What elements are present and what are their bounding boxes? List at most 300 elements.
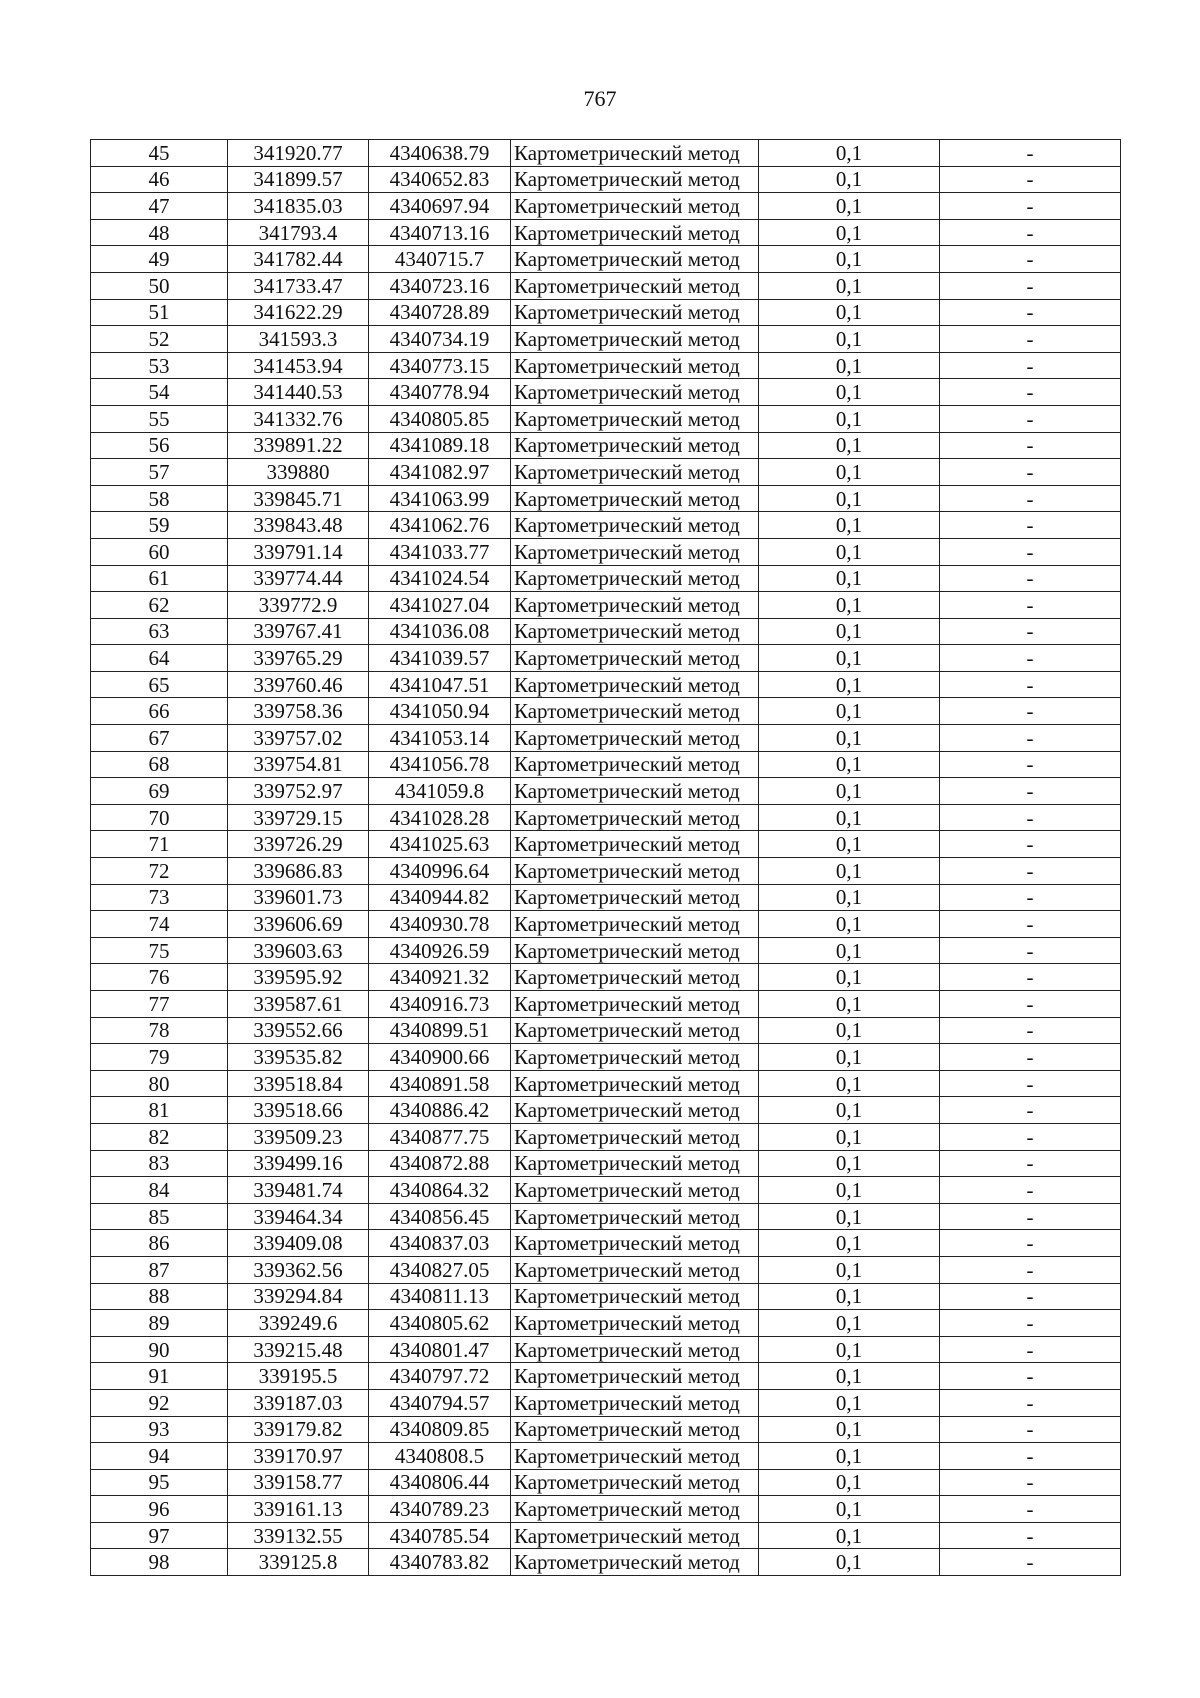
table-row — [91, 326, 1121, 353]
point-number-cell: 51 — [91, 299, 228, 326]
point-number-cell: 88 — [91, 1283, 228, 1310]
table-row — [91, 512, 1121, 539]
method-cell: Картометрический метод — [511, 1070, 759, 1097]
x-coordinate-cell: 339518.66 — [228, 1097, 369, 1124]
x-coordinate-cell: 339603.63 — [228, 937, 369, 964]
x-coordinate-cell: 339215.48 — [228, 1336, 369, 1363]
x-coordinate-cell: 339729.15 — [228, 804, 369, 831]
y-coordinate-cell: 4340734.19 — [369, 326, 511, 353]
x-coordinate-cell: 339686.83 — [228, 858, 369, 885]
x-coordinate-cell: 339791.14 — [228, 538, 369, 565]
table-row — [91, 405, 1121, 432]
description-cell: - — [940, 592, 1121, 619]
accuracy-cell: 0,1 — [759, 1389, 940, 1416]
table-row — [91, 485, 1121, 512]
point-number-cell: 47 — [91, 193, 228, 220]
x-coordinate-cell: 339161.13 — [228, 1496, 369, 1523]
accuracy-cell: 0,1 — [759, 485, 940, 512]
y-coordinate-cell: 4340921.32 — [369, 964, 511, 991]
point-number-cell: 97 — [91, 1522, 228, 1549]
table-row — [91, 671, 1121, 698]
description-cell: - — [940, 1256, 1121, 1283]
method-cell: Картометрический метод — [511, 140, 759, 167]
accuracy-cell: 0,1 — [759, 512, 940, 539]
y-coordinate-cell: 4340794.57 — [369, 1389, 511, 1416]
table-row — [91, 1177, 1121, 1204]
description-cell: - — [940, 884, 1121, 911]
description-cell: - — [940, 193, 1121, 220]
y-coordinate-cell: 4340809.85 — [369, 1416, 511, 1443]
accuracy-cell: 0,1 — [759, 246, 940, 273]
y-coordinate-cell: 4341028.28 — [369, 804, 511, 831]
table-row — [91, 1070, 1121, 1097]
table-row — [91, 1310, 1121, 1337]
method-cell: Картометрический метод — [511, 272, 759, 299]
table-row — [91, 459, 1121, 486]
accuracy-cell: 0,1 — [759, 671, 940, 698]
method-cell: Картометрический метод — [511, 1256, 759, 1283]
table-row — [91, 1522, 1121, 1549]
point-number-cell: 86 — [91, 1230, 228, 1257]
accuracy-cell: 0,1 — [759, 964, 940, 991]
point-number-cell: 82 — [91, 1123, 228, 1150]
point-number-cell: 45 — [91, 140, 228, 167]
table-row — [91, 778, 1121, 805]
y-coordinate-cell: 4340837.03 — [369, 1230, 511, 1257]
description-cell: - — [940, 1203, 1121, 1230]
description-cell: - — [940, 246, 1121, 273]
table-row — [91, 804, 1121, 831]
table-row — [91, 1230, 1121, 1257]
description-cell: - — [940, 1044, 1121, 1071]
accuracy-cell: 0,1 — [759, 1123, 940, 1150]
method-cell: Картометрический метод — [511, 991, 759, 1018]
y-coordinate-cell: 4341036.08 — [369, 618, 511, 645]
x-coordinate-cell: 339499.16 — [228, 1150, 369, 1177]
y-coordinate-cell: 4340872.88 — [369, 1150, 511, 1177]
description-cell: - — [940, 751, 1121, 778]
y-coordinate-cell: 4340930.78 — [369, 911, 511, 938]
description-cell: - — [940, 964, 1121, 991]
y-coordinate-cell: 4341025.63 — [369, 831, 511, 858]
coordinates-table — [90, 139, 1121, 1576]
x-coordinate-cell: 339481.74 — [228, 1177, 369, 1204]
y-coordinate-cell: 4340805.85 — [369, 405, 511, 432]
table-row — [91, 1256, 1121, 1283]
description-cell: - — [940, 512, 1121, 539]
y-coordinate-cell: 4340638.79 — [369, 140, 511, 167]
page-number: 767 — [583, 86, 617, 111]
x-coordinate-cell: 339409.08 — [228, 1230, 369, 1257]
description-cell: - — [940, 671, 1121, 698]
method-cell: Картометрический метод — [511, 1044, 759, 1071]
x-coordinate-cell: 339587.61 — [228, 991, 369, 1018]
accuracy-cell: 0,1 — [759, 1549, 940, 1576]
accuracy-cell: 0,1 — [759, 725, 940, 752]
table-row — [91, 193, 1121, 220]
method-cell: Картометрический метод — [511, 538, 759, 565]
accuracy-cell: 0,1 — [759, 193, 940, 220]
table-row — [91, 299, 1121, 326]
y-coordinate-cell: 4341050.94 — [369, 698, 511, 725]
x-coordinate-cell: 341622.29 — [228, 299, 369, 326]
table-row — [91, 1150, 1121, 1177]
method-cell: Картометрический метод — [511, 858, 759, 885]
table-row — [91, 618, 1121, 645]
method-cell: Картометрический метод — [511, 432, 759, 459]
point-number-cell: 85 — [91, 1203, 228, 1230]
description-cell: - — [940, 1389, 1121, 1416]
x-coordinate-cell: 341835.03 — [228, 193, 369, 220]
y-coordinate-cell: 4340713.16 — [369, 219, 511, 246]
table-row — [91, 379, 1121, 406]
method-cell: Картометрический метод — [511, 193, 759, 220]
y-coordinate-cell: 4340899.51 — [369, 1017, 511, 1044]
method-cell: Картометрический метод — [511, 405, 759, 432]
description-cell: - — [940, 1522, 1121, 1549]
method-cell: Картометрический метод — [511, 219, 759, 246]
accuracy-cell: 0,1 — [759, 645, 940, 672]
x-coordinate-cell: 339843.48 — [228, 512, 369, 539]
y-coordinate-cell: 4340877.75 — [369, 1123, 511, 1150]
method-cell: Картометрический метод — [511, 751, 759, 778]
accuracy-cell: 0,1 — [759, 1230, 940, 1257]
point-number-cell: 73 — [91, 884, 228, 911]
x-coordinate-cell: 339891.22 — [228, 432, 369, 459]
method-cell: Картометрический метод — [511, 618, 759, 645]
method-cell: Картометрический метод — [511, 1203, 759, 1230]
y-coordinate-cell: 4340886.42 — [369, 1097, 511, 1124]
accuracy-cell: 0,1 — [759, 1177, 940, 1204]
y-coordinate-cell: 4340773.15 — [369, 352, 511, 379]
method-cell: Картометрический метод — [511, 1363, 759, 1390]
method-cell: Картометрический метод — [511, 1310, 759, 1337]
method-cell: Картометрический метод — [511, 1416, 759, 1443]
y-coordinate-cell: 4340783.82 — [369, 1549, 511, 1576]
description-cell: - — [940, 1097, 1121, 1124]
table-row — [91, 911, 1121, 938]
method-cell: Картометрический метод — [511, 1097, 759, 1124]
table-row — [91, 1283, 1121, 1310]
accuracy-cell: 0,1 — [759, 219, 940, 246]
accuracy-cell: 0,1 — [759, 1097, 940, 1124]
y-coordinate-cell: 4341024.54 — [369, 565, 511, 592]
description-cell: - — [940, 1230, 1121, 1257]
point-number-cell: 50 — [91, 272, 228, 299]
method-cell: Картометрический метод — [511, 1230, 759, 1257]
x-coordinate-cell: 339726.29 — [228, 831, 369, 858]
method-cell: Картометрический метод — [511, 352, 759, 379]
point-number-cell: 69 — [91, 778, 228, 805]
description-cell: - — [940, 1469, 1121, 1496]
y-coordinate-cell: 4340805.62 — [369, 1310, 511, 1337]
point-number-cell: 75 — [91, 937, 228, 964]
method-cell: Картометрический метод — [511, 565, 759, 592]
accuracy-cell: 0,1 — [759, 1310, 940, 1337]
x-coordinate-cell: 339158.77 — [228, 1469, 369, 1496]
y-coordinate-cell: 4341039.57 — [369, 645, 511, 672]
table-row — [91, 884, 1121, 911]
point-number-cell: 87 — [91, 1256, 228, 1283]
point-number-cell: 78 — [91, 1017, 228, 1044]
y-coordinate-cell: 4341047.51 — [369, 671, 511, 698]
description-cell: - — [940, 272, 1121, 299]
point-number-cell: 91 — [91, 1363, 228, 1390]
accuracy-cell: 0,1 — [759, 1363, 940, 1390]
point-number-cell: 65 — [91, 671, 228, 698]
point-number-cell: 76 — [91, 964, 228, 991]
table-row — [91, 1044, 1121, 1071]
table-row — [91, 1389, 1121, 1416]
table-row — [91, 1496, 1121, 1523]
y-coordinate-cell: 4341056.78 — [369, 751, 511, 778]
table-row — [91, 1097, 1121, 1124]
accuracy-cell: 0,1 — [759, 1522, 940, 1549]
description-cell: - — [940, 698, 1121, 725]
table-row — [91, 538, 1121, 565]
accuracy-cell: 0,1 — [759, 1256, 940, 1283]
y-coordinate-cell: 4340801.47 — [369, 1336, 511, 1363]
table-row — [91, 964, 1121, 991]
y-coordinate-cell: 4340891.58 — [369, 1070, 511, 1097]
y-coordinate-cell: 4340996.64 — [369, 858, 511, 885]
point-number-cell: 53 — [91, 352, 228, 379]
table-row — [91, 432, 1121, 459]
description-cell: - — [940, 1070, 1121, 1097]
accuracy-cell: 0,1 — [759, 166, 940, 193]
method-cell: Картометрический метод — [511, 166, 759, 193]
point-number-cell: 59 — [91, 512, 228, 539]
x-coordinate-cell: 339179.82 — [228, 1416, 369, 1443]
table-row — [91, 140, 1121, 167]
x-coordinate-cell: 339601.73 — [228, 884, 369, 911]
point-number-cell: 46 — [91, 166, 228, 193]
y-coordinate-cell: 4340856.45 — [369, 1203, 511, 1230]
y-coordinate-cell: 4340806.44 — [369, 1469, 511, 1496]
accuracy-cell: 0,1 — [759, 1496, 940, 1523]
accuracy-cell: 0,1 — [759, 352, 940, 379]
point-number-cell: 54 — [91, 379, 228, 406]
x-coordinate-cell: 341440.53 — [228, 379, 369, 406]
x-coordinate-cell: 339518.84 — [228, 1070, 369, 1097]
description-cell: - — [940, 645, 1121, 672]
x-coordinate-cell: 339760.46 — [228, 671, 369, 698]
method-cell: Картометрический метод — [511, 326, 759, 353]
accuracy-cell: 0,1 — [759, 804, 940, 831]
description-cell: - — [940, 485, 1121, 512]
x-coordinate-cell: 341920.77 — [228, 140, 369, 167]
x-coordinate-cell: 339606.69 — [228, 911, 369, 938]
table-row — [91, 352, 1121, 379]
x-coordinate-cell: 339880 — [228, 459, 369, 486]
point-number-cell: 63 — [91, 618, 228, 645]
method-cell: Картометрический метод — [511, 485, 759, 512]
accuracy-cell: 0,1 — [759, 538, 940, 565]
description-cell: - — [940, 911, 1121, 938]
method-cell: Картометрический метод — [511, 1522, 759, 1549]
method-cell: Картометрический метод — [511, 592, 759, 619]
x-coordinate-cell: 341782.44 — [228, 246, 369, 273]
table-row — [91, 592, 1121, 619]
point-number-cell: 57 — [91, 459, 228, 486]
accuracy-cell: 0,1 — [759, 884, 940, 911]
y-coordinate-cell: 4340916.73 — [369, 991, 511, 1018]
y-coordinate-cell: 4341053.14 — [369, 725, 511, 752]
accuracy-cell: 0,1 — [759, 911, 940, 938]
table-row — [91, 219, 1121, 246]
table-row — [91, 1416, 1121, 1443]
x-coordinate-cell: 341593.3 — [228, 326, 369, 353]
table-row — [91, 246, 1121, 273]
x-coordinate-cell: 339195.5 — [228, 1363, 369, 1390]
point-number-cell: 95 — [91, 1469, 228, 1496]
y-coordinate-cell: 4340808.5 — [369, 1443, 511, 1470]
x-coordinate-cell: 339464.34 — [228, 1203, 369, 1230]
method-cell: Картометрический метод — [511, 645, 759, 672]
x-coordinate-cell: 339132.55 — [228, 1522, 369, 1549]
accuracy-cell: 0,1 — [759, 140, 940, 167]
x-coordinate-cell: 339170.97 — [228, 1443, 369, 1470]
accuracy-cell: 0,1 — [759, 1416, 940, 1443]
method-cell: Картометрический метод — [511, 246, 759, 273]
accuracy-cell: 0,1 — [759, 432, 940, 459]
point-number-cell: 92 — [91, 1389, 228, 1416]
point-number-cell: 93 — [91, 1416, 228, 1443]
method-cell: Картометрический метод — [511, 379, 759, 406]
method-cell: Картометрический метод — [511, 1443, 759, 1470]
table-row — [91, 831, 1121, 858]
accuracy-cell: 0,1 — [759, 1283, 940, 1310]
accuracy-cell: 0,1 — [759, 831, 940, 858]
method-cell: Картометрический метод — [511, 459, 759, 486]
description-cell: - — [940, 618, 1121, 645]
description-cell: - — [940, 166, 1121, 193]
y-coordinate-cell: 4341059.8 — [369, 778, 511, 805]
x-coordinate-cell: 341733.47 — [228, 272, 369, 299]
x-coordinate-cell: 339509.23 — [228, 1123, 369, 1150]
point-number-cell: 64 — [91, 645, 228, 672]
point-number-cell: 60 — [91, 538, 228, 565]
method-cell: Картометрический метод — [511, 831, 759, 858]
method-cell: Картометрический метод — [511, 1150, 759, 1177]
x-coordinate-cell: 339752.97 — [228, 778, 369, 805]
y-coordinate-cell: 4341082.97 — [369, 459, 511, 486]
table-row — [91, 565, 1121, 592]
description-cell: - — [940, 326, 1121, 353]
method-cell: Картометрический метод — [511, 1496, 759, 1523]
description-cell: - — [940, 459, 1121, 486]
accuracy-cell: 0,1 — [759, 1336, 940, 1363]
description-cell: - — [940, 1017, 1121, 1044]
method-cell: Картометрический метод — [511, 937, 759, 964]
y-coordinate-cell: 4340900.66 — [369, 1044, 511, 1071]
point-number-cell: 70 — [91, 804, 228, 831]
point-number-cell: 68 — [91, 751, 228, 778]
description-cell: - — [940, 831, 1121, 858]
table-row — [91, 1123, 1121, 1150]
method-cell: Картометрический метод — [511, 1123, 759, 1150]
accuracy-cell: 0,1 — [759, 379, 940, 406]
x-coordinate-cell: 339767.41 — [228, 618, 369, 645]
x-coordinate-cell: 341332.76 — [228, 405, 369, 432]
accuracy-cell: 0,1 — [759, 459, 940, 486]
description-cell: - — [940, 991, 1121, 1018]
method-cell: Картометрический метод — [511, 1177, 759, 1204]
x-coordinate-cell: 339535.82 — [228, 1044, 369, 1071]
point-number-cell: 94 — [91, 1443, 228, 1470]
description-cell: - — [940, 804, 1121, 831]
point-number-cell: 72 — [91, 858, 228, 885]
x-coordinate-cell: 339362.56 — [228, 1256, 369, 1283]
x-coordinate-cell: 339758.36 — [228, 698, 369, 725]
y-coordinate-cell: 4340797.72 — [369, 1363, 511, 1390]
table-row — [91, 725, 1121, 752]
description-cell: - — [940, 1336, 1121, 1363]
table-row — [91, 1017, 1121, 1044]
x-coordinate-cell: 339595.92 — [228, 964, 369, 991]
accuracy-cell: 0,1 — [759, 778, 940, 805]
method-cell: Картометрический метод — [511, 778, 759, 805]
description-cell: - — [940, 858, 1121, 885]
accuracy-cell: 0,1 — [759, 751, 940, 778]
x-coordinate-cell: 339552.66 — [228, 1017, 369, 1044]
description-cell: - — [940, 299, 1121, 326]
y-coordinate-cell: 4340778.94 — [369, 379, 511, 406]
method-cell: Картометрический метод — [511, 1283, 759, 1310]
accuracy-cell: 0,1 — [759, 698, 940, 725]
method-cell: Картометрический метод — [511, 884, 759, 911]
y-coordinate-cell: 4340728.89 — [369, 299, 511, 326]
description-cell: - — [940, 778, 1121, 805]
point-number-cell: 90 — [91, 1336, 228, 1363]
x-coordinate-cell: 341453.94 — [228, 352, 369, 379]
x-coordinate-cell: 341793.4 — [228, 219, 369, 246]
accuracy-cell: 0,1 — [759, 405, 940, 432]
y-coordinate-cell: 4340944.82 — [369, 884, 511, 911]
accuracy-cell: 0,1 — [759, 618, 940, 645]
y-coordinate-cell: 4340697.94 — [369, 193, 511, 220]
x-coordinate-cell: 339294.84 — [228, 1283, 369, 1310]
description-cell: - — [940, 937, 1121, 964]
accuracy-cell: 0,1 — [759, 1017, 940, 1044]
method-cell: Картометрический метод — [511, 698, 759, 725]
y-coordinate-cell: 4341027.04 — [369, 592, 511, 619]
description-cell: - — [940, 219, 1121, 246]
table-row — [91, 1469, 1121, 1496]
method-cell: Картометрический метод — [511, 725, 759, 752]
accuracy-cell: 0,1 — [759, 991, 940, 1018]
description-cell: - — [940, 352, 1121, 379]
description-cell: - — [940, 140, 1121, 167]
point-number-cell: 89 — [91, 1310, 228, 1337]
table-row — [91, 272, 1121, 299]
point-number-cell: 62 — [91, 592, 228, 619]
accuracy-cell: 0,1 — [759, 592, 940, 619]
description-cell: - — [940, 1363, 1121, 1390]
point-number-cell: 79 — [91, 1044, 228, 1071]
point-number-cell: 80 — [91, 1070, 228, 1097]
y-coordinate-cell: 4340652.83 — [369, 166, 511, 193]
description-cell: - — [940, 379, 1121, 406]
accuracy-cell: 0,1 — [759, 1469, 940, 1496]
description-cell: - — [940, 1496, 1121, 1523]
point-number-cell: 55 — [91, 405, 228, 432]
table-row — [91, 858, 1121, 885]
y-coordinate-cell: 4340827.05 — [369, 1256, 511, 1283]
accuracy-cell: 0,1 — [759, 1150, 940, 1177]
accuracy-cell: 0,1 — [759, 565, 940, 592]
y-coordinate-cell: 4340926.59 — [369, 937, 511, 964]
